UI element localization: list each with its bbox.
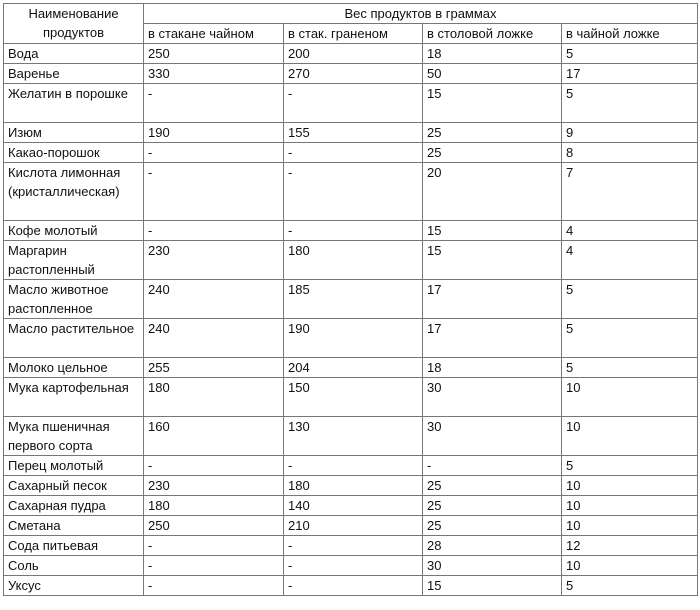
product-name-cell: Изюм bbox=[4, 123, 144, 143]
weight-cell: 5 bbox=[562, 84, 698, 123]
weight-cell: 10 bbox=[562, 378, 698, 417]
product-name-cell: Желатин в порошке bbox=[4, 84, 144, 123]
weight-cell: 30 bbox=[423, 417, 562, 456]
weight-cell: 8 bbox=[562, 143, 698, 163]
weight-cell: - bbox=[284, 536, 423, 556]
product-name-cell: Кислота лимонная (кристаллическая) bbox=[4, 163, 144, 221]
weight-cell: - bbox=[144, 221, 284, 241]
table-row bbox=[4, 456, 698, 476]
weight-cell: - bbox=[284, 556, 423, 576]
weight-cell: 140 bbox=[284, 496, 423, 516]
product-name-cell: Сахарный песок bbox=[4, 476, 144, 496]
weight-cell: 180 bbox=[144, 496, 284, 516]
weight-cell: 270 bbox=[284, 64, 423, 84]
weight-cell: 330 bbox=[144, 64, 284, 84]
table-row bbox=[4, 576, 698, 596]
weight-cell: 10 bbox=[562, 476, 698, 496]
product-name-cell: Сода питьевая bbox=[4, 536, 144, 556]
weight-cell: - bbox=[284, 163, 423, 221]
table-row bbox=[4, 280, 698, 319]
weight-cell: 25 bbox=[423, 143, 562, 163]
weight-cell: 15 bbox=[423, 241, 562, 280]
weight-cell: 30 bbox=[423, 556, 562, 576]
table-row bbox=[4, 44, 698, 64]
weight-cell: 18 bbox=[423, 44, 562, 64]
weight-cell: 10 bbox=[562, 516, 698, 536]
weights-table bbox=[3, 3, 698, 596]
table-row bbox=[4, 417, 698, 456]
product-name-cell: Молоко цельное bbox=[4, 358, 144, 378]
weight-cell: - bbox=[284, 84, 423, 123]
table-row bbox=[4, 358, 698, 378]
weight-cell: 185 bbox=[284, 280, 423, 319]
weight-cell: 10 bbox=[562, 556, 698, 576]
weight-cell: 130 bbox=[284, 417, 423, 456]
col-header-tea-glass: в стакане чайном bbox=[144, 24, 284, 44]
weight-cell: 250 bbox=[144, 516, 284, 536]
weight-cell: 25 bbox=[423, 496, 562, 516]
product-name-cell: Соль bbox=[4, 556, 144, 576]
weight-cell: - bbox=[284, 221, 423, 241]
weight-cell: 204 bbox=[284, 358, 423, 378]
product-name-cell: Какао-порошок bbox=[4, 143, 144, 163]
weight-cell: 15 bbox=[423, 221, 562, 241]
weight-cell: - bbox=[144, 456, 284, 476]
table-row bbox=[4, 64, 698, 84]
product-name-cell: Вода bbox=[4, 44, 144, 64]
col-header-faceted-glass: в стак. граненом bbox=[284, 24, 423, 44]
product-name-cell: Варенье bbox=[4, 64, 144, 84]
table-row bbox=[4, 536, 698, 556]
weight-cell: - bbox=[284, 143, 423, 163]
weight-cell: 10 bbox=[562, 496, 698, 516]
weight-cell: 5 bbox=[562, 44, 698, 64]
table-row bbox=[4, 476, 698, 496]
weight-cell: 190 bbox=[284, 319, 423, 358]
table-row bbox=[4, 556, 698, 576]
weight-cell: 25 bbox=[423, 123, 562, 143]
weight-cell: 17 bbox=[423, 280, 562, 319]
weight-cell: 240 bbox=[144, 319, 284, 358]
weight-cell: 25 bbox=[423, 516, 562, 536]
weight-cell: - bbox=[423, 456, 562, 476]
product-name-cell: Масло животное растопленное bbox=[4, 280, 144, 319]
weight-cell: 4 bbox=[562, 241, 698, 280]
weight-cell: 50 bbox=[423, 64, 562, 84]
weight-cell: - bbox=[144, 536, 284, 556]
weight-cell: 5 bbox=[562, 280, 698, 319]
weight-cell: - bbox=[284, 576, 423, 596]
weight-cell: 10 bbox=[562, 417, 698, 456]
weight-cell: 180 bbox=[284, 476, 423, 496]
product-name-cell: Мука картофельная bbox=[4, 378, 144, 417]
col-header-teaspoon: в чайной ложке bbox=[562, 24, 698, 44]
weight-cell: 28 bbox=[423, 536, 562, 556]
weight-cell: 255 bbox=[144, 358, 284, 378]
weight-cell: 230 bbox=[144, 241, 284, 280]
product-name-cell: Масло растительное bbox=[4, 319, 144, 358]
header-row bbox=[4, 4, 698, 24]
weight-cell: - bbox=[144, 163, 284, 221]
weight-cell: 155 bbox=[284, 123, 423, 143]
table-row bbox=[4, 143, 698, 163]
weight-cell: - bbox=[284, 456, 423, 476]
weight-cell: 150 bbox=[284, 378, 423, 417]
weight-cell: 250 bbox=[144, 44, 284, 64]
table-row bbox=[4, 319, 698, 358]
table-row bbox=[4, 378, 698, 417]
weight-cell: - bbox=[144, 556, 284, 576]
table-row bbox=[4, 123, 698, 143]
table-body bbox=[4, 44, 698, 596]
weight-cell: 230 bbox=[144, 476, 284, 496]
weight-cell: - bbox=[144, 143, 284, 163]
weight-cell: 240 bbox=[144, 280, 284, 319]
weight-cell: 30 bbox=[423, 378, 562, 417]
weight-cell: 160 bbox=[144, 417, 284, 456]
weight-cell: - bbox=[144, 84, 284, 123]
weight-cell: 180 bbox=[284, 241, 423, 280]
weight-cell: 190 bbox=[144, 123, 284, 143]
weight-cell: 210 bbox=[284, 516, 423, 536]
weight-cell: 18 bbox=[423, 358, 562, 378]
weight-cell: 7 bbox=[562, 163, 698, 221]
weight-cell: 180 bbox=[144, 378, 284, 417]
table-row bbox=[4, 221, 698, 241]
weight-cell: - bbox=[144, 576, 284, 596]
weight-cell: 20 bbox=[423, 163, 562, 221]
weight-cell: 15 bbox=[423, 84, 562, 123]
weight-cell: 17 bbox=[423, 319, 562, 358]
weight-cell: 5 bbox=[562, 576, 698, 596]
table-row bbox=[4, 496, 698, 516]
product-name-cell: Перец молотый bbox=[4, 456, 144, 476]
product-name-cell: Маргарин растопленный bbox=[4, 241, 144, 280]
product-name-header: Наименование продуктов bbox=[4, 4, 144, 44]
table-row bbox=[4, 163, 698, 221]
weight-cell: 5 bbox=[562, 358, 698, 378]
table-row bbox=[4, 241, 698, 280]
weight-cell: 25 bbox=[423, 476, 562, 496]
product-name-cell: Уксус bbox=[4, 576, 144, 596]
weight-cell: 17 bbox=[562, 64, 698, 84]
product-name-cell: Мука пшеничная первого сорта bbox=[4, 417, 144, 456]
weight-cell: 200 bbox=[284, 44, 423, 64]
product-name-cell: Кофе молотый bbox=[4, 221, 144, 241]
col-header-tablespoon: в столовой ложке bbox=[423, 24, 562, 44]
weight-cell: 12 bbox=[562, 536, 698, 556]
weight-group-header: Вес продуктов в граммах bbox=[144, 4, 698, 24]
weight-cell: 5 bbox=[562, 456, 698, 476]
weight-cell: 15 bbox=[423, 576, 562, 596]
table-row bbox=[4, 84, 698, 123]
weight-cell: 5 bbox=[562, 319, 698, 358]
table-row bbox=[4, 516, 698, 536]
weight-cell: 4 bbox=[562, 221, 698, 241]
product-name-cell: Сахарная пудра bbox=[4, 496, 144, 516]
product-name-cell: Сметана bbox=[4, 516, 144, 536]
weight-cell: 9 bbox=[562, 123, 698, 143]
